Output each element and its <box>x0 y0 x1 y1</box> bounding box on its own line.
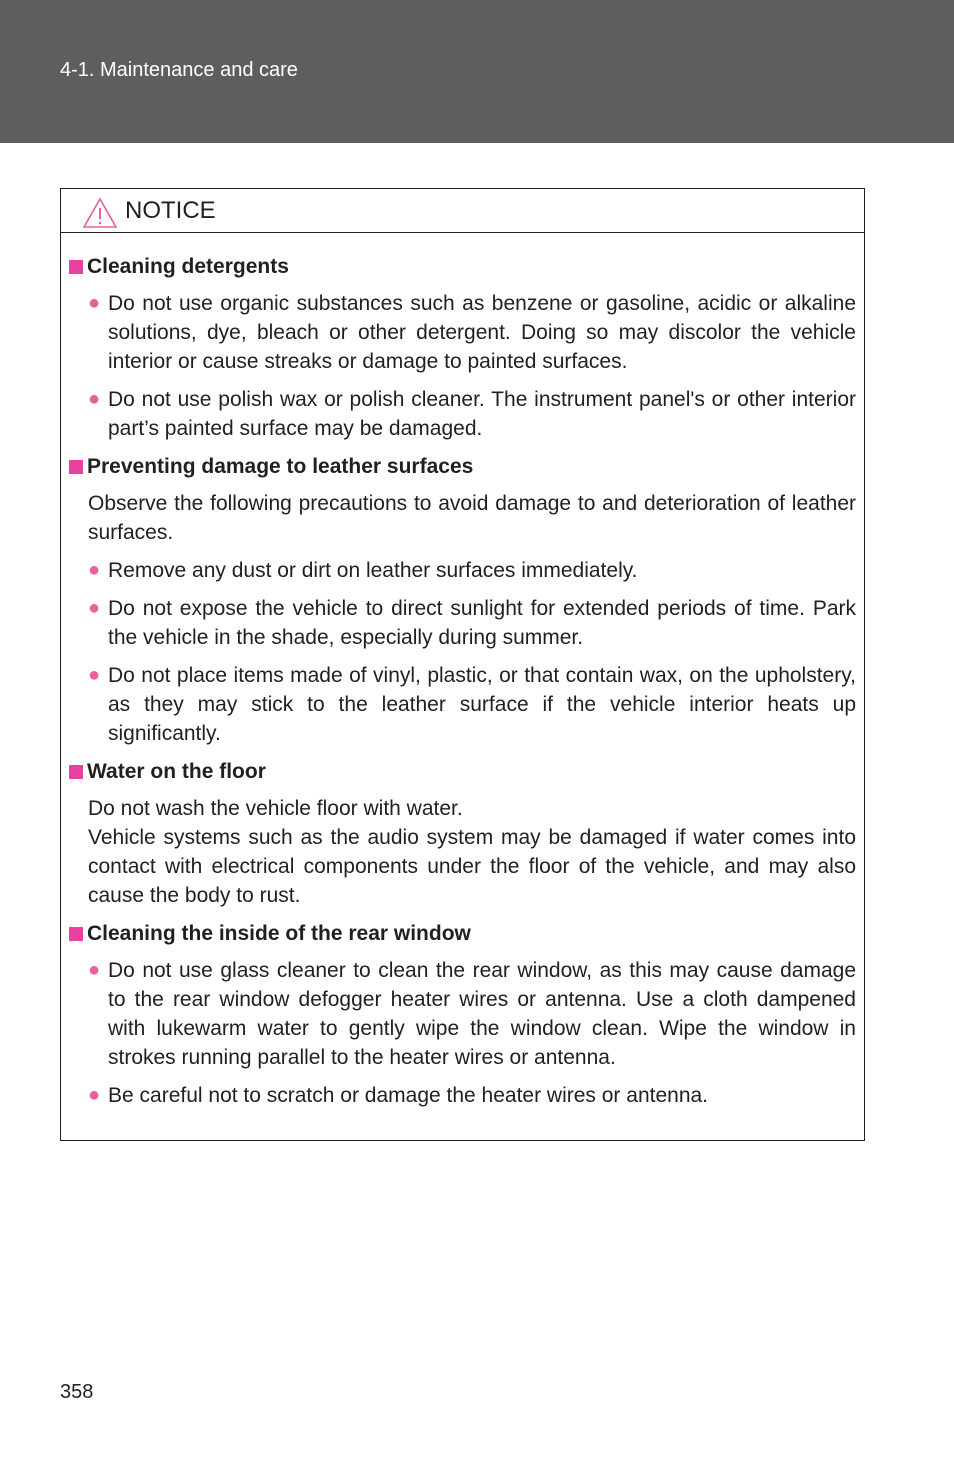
bullet-text: Do not use polish wax or polish cleaner. The instrument panel's or other interior part’s painted surface may be damaged. <box>108 388 856 440</box>
bullet-item <box>88 661 856 748</box>
paragraph: Do not wash the vehicle floor with water. <box>88 797 463 820</box>
bullet-item <box>88 556 856 585</box>
circle-bullet-icon: ● <box>88 959 101 981</box>
bullet-item <box>88 956 856 1072</box>
bullet-text: Do not use organic substances such as benzene or gasoline, acidic or alkaline solutions, dye, bleach or other detergent. Doing so may discolor the vehicle interior or cause streaks or damage to painted surfaces. <box>108 292 856 373</box>
square-bullet-icon <box>69 460 83 474</box>
circle-bullet-icon: ● <box>88 1084 101 1106</box>
notice-title: NOTICE <box>125 197 216 224</box>
notice-body <box>61 233 864 1110</box>
circle-bullet-icon: ● <box>88 388 101 410</box>
square-bullet-icon <box>69 765 83 779</box>
bullet-item <box>88 594 856 652</box>
bullet-text: Remove any dust or dirt on leather surfaces immediately. <box>108 559 638 582</box>
square-bullet-icon <box>69 927 83 941</box>
bullet-item <box>88 1081 856 1110</box>
circle-bullet-icon: ● <box>88 664 101 686</box>
sub-heading <box>67 452 856 481</box>
circle-bullet-icon: ● <box>88 292 101 314</box>
sub-heading-text: Water on the floor <box>87 760 266 783</box>
sub-heading-text: Preventing damage to leather surfaces <box>87 455 474 478</box>
sub-heading-text: Cleaning detergents <box>87 255 289 278</box>
sub-heading <box>67 252 856 281</box>
warning-icon <box>82 197 118 229</box>
circle-bullet-icon: ● <box>88 597 101 619</box>
circle-bullet-icon: ● <box>88 559 101 581</box>
paragraph: Vehicle systems such as the audio system may be damaged if water comes into contact with electrical components under the floor of the vehicle, and may also cause the body to rust. <box>88 826 856 907</box>
sub-heading-text: Cleaning the inside of the rear window <box>87 922 471 945</box>
paragraph: Observe the following precautions to avoid damage to and deterioration of leather surfaces. <box>88 492 856 544</box>
page-header <box>0 0 954 143</box>
square-bullet-icon <box>69 260 83 274</box>
page-number: 358 <box>60 1381 94 1403</box>
bullet-text: Do not place items made of vinyl, plastic, or that contain wax, on the upholstery, as they may stick to the leather surface if the vehicle interior heats up significantly. <box>108 664 856 745</box>
notice-box <box>60 188 865 1141</box>
bullet-item <box>88 385 856 443</box>
bullet-text: Do not expose the vehicle to direct sunlight for extended periods of time. Park the vehicle in the shade, especially during summer. <box>108 597 856 649</box>
bullet-text: Be careful not to scratch or damage the heater wires or antenna. <box>108 1084 709 1107</box>
bullet-text: Do not use glass cleaner to clean the rear window, as this may cause damage to the rear window defogger heater wires or antenna. Use a cloth dampened with lukewarm water to gently wipe the window clean. Wipe the window in strokes running parallel to the heater wires or antenna. <box>108 959 856 1069</box>
section-title: 4-1. Maintenance and care <box>60 59 298 81</box>
sub-heading <box>67 757 856 786</box>
notice-header <box>61 189 864 233</box>
bullet-item <box>88 289 856 376</box>
sub-heading <box>67 919 856 948</box>
